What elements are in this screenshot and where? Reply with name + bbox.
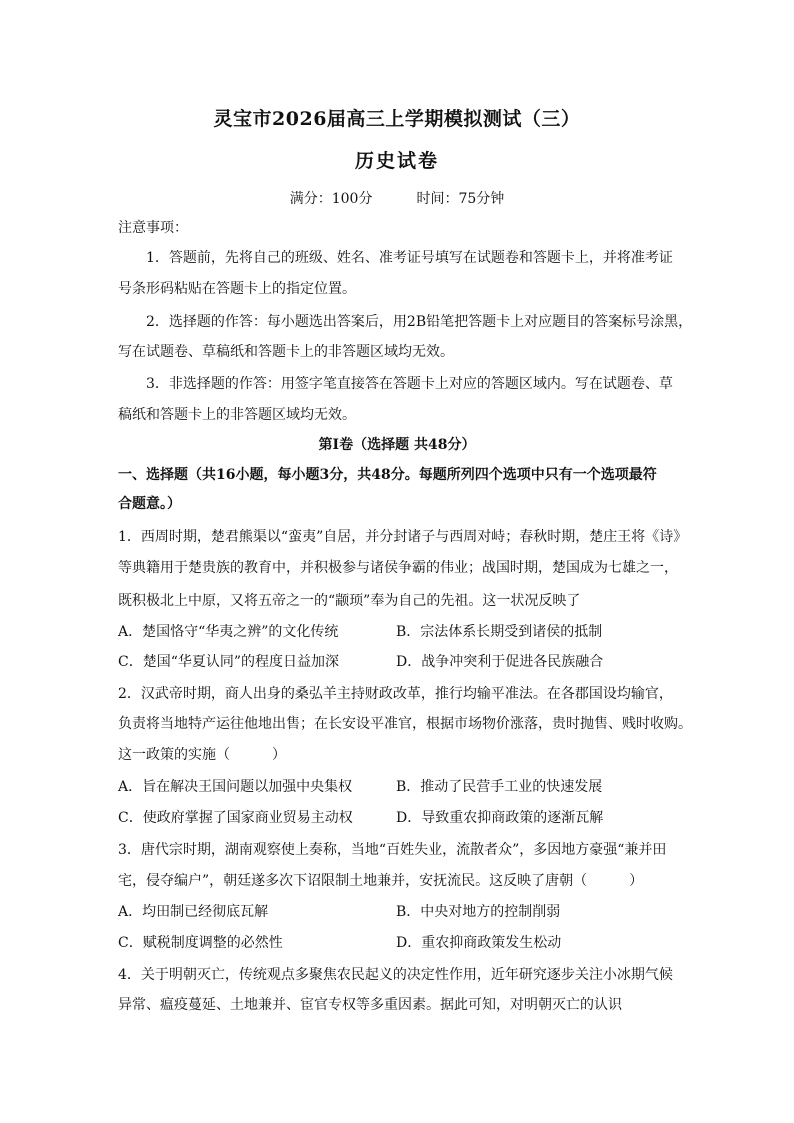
- question-1-line-1: 1．西周时期，楚君熊渠以“蛮夷”自居，并分封诸子与西周对峙；春秋时期，楚庄王将《诗》: [118, 529, 688, 545]
- question-2-line-3: 这一政策的实施（ ）: [118, 747, 286, 763]
- question-2-option-a: A．旨在解决王国问题以加强中央集权: [118, 779, 353, 795]
- question-1-line-3: 既积极北上中原，又将五帝之一的“颛顼”奉为自己的先祖。这一状况反映了: [118, 593, 581, 609]
- notice-item-3: 3．非选择题的作答：用签字笔直接答在答题卡上对应的答题区域内。写在试题卷、草: [146, 376, 673, 392]
- question-1-option-d: D．战争冲突利于促进各民族融合: [396, 654, 604, 670]
- question-3-line-1: 3．唐代宗时期，湖南观察使上奏称，当地“百姓失业，流散者众”，多因地方豪强“兼并田: [118, 842, 667, 858]
- exam-time: 时间：75分钟: [416, 191, 505, 207]
- question-2-line-1: 2．汉武帝时期，商人出身的桑弘羊主持财政改革，推行均输平准法。在各郡国设均输官，: [118, 686, 673, 702]
- question-3-option-c: C．赋税制度调整的必然性: [118, 935, 283, 951]
- notice-heading: 注意事项：: [118, 220, 188, 236]
- question-2-line-2: 负责将当地特产运往他地出售；在长安设平准官，根据市场物价涨落，贵时抛售、贱时收购。: [118, 716, 692, 732]
- question-1-option-c: C．楚国“华夏认同”的程度日益加深: [118, 654, 340, 670]
- exam-title: 灵宝市2026届高三上学期模拟测试（三）: [213, 108, 581, 130]
- exam-meta: [0, 188, 794, 208]
- section-heading: 第Ⅰ卷（选择题 共48分）: [318, 437, 476, 453]
- notice-item-1-cont: 号条形码粘贴在答题卡上的指定位置。: [118, 281, 356, 297]
- notice-item-2: 2．选择题的作答：每小题选出答案后，用2B铅笔把答题卡上对应题目的答案标号涂黑，: [146, 314, 693, 330]
- question-3-line-2: 宅，侵夺编户”，朝廷遂多次下诏限制土地兼并，安抚流民。这反映了唐朝（ ）: [118, 873, 644, 889]
- exam-subject: 历史试卷: [354, 150, 439, 172]
- question-3-option-a: A．均田制已经彻底瓦解: [118, 904, 269, 920]
- question-3-option-d: D．重农抑商政策发生松动: [396, 935, 562, 951]
- question-4-line-1: 4．关于明朝灭亡，传统观点多聚焦农民起义的决定性作用，近年研究逐步关注小冰期气候: [118, 967, 673, 983]
- full-score: 满分：100分: [289, 191, 373, 207]
- question-3-option-b: B．中央对地方的控制削弱: [396, 904, 561, 920]
- question-1-option-b: B．宗法体系长期受到诸侯的抵制: [396, 624, 603, 640]
- notice-item-2-cont: 写在试题卷、草稿纸和答题卡上的非答题区域均无效。: [118, 344, 454, 360]
- section-instructions-cont: 合题意。）: [118, 496, 181, 512]
- question-1-line-2: 等典籍用于楚贵族的教育中，并积极参与诸侯争霸的伟业；战国时期，楚国成为七雄之一，: [118, 560, 678, 576]
- question-2-option-d: D．导致重农抑商政策的逐渐瓦解: [396, 810, 604, 826]
- question-2-option-c: C．使政府掌握了国家商业贸易主动权: [118, 810, 353, 826]
- section-instructions: 一、选择题（共16小题，每小题3分，共48分。每题所列四个选项中只有一个选项最符: [118, 467, 657, 483]
- notice-item-1: 1．答题前，先将自己的班级、姓名、准考证号填写在试题卷和答题卡上，并将准考证: [146, 250, 673, 266]
- question-4-line-2: 异常、瘟疫蔓延、土地兼并、宦官专权等多重因素。据此可知，对明朝灭亡的认识: [118, 997, 622, 1013]
- question-2-option-b: B．推动了民营手工业的快速发展: [396, 779, 603, 795]
- notice-item-3-cont: 稿纸和答题卡上的非答题区域均无效。: [118, 407, 356, 423]
- question-1-option-a: A．楚国恪守“华夷之辨”的文化传统: [118, 624, 339, 640]
